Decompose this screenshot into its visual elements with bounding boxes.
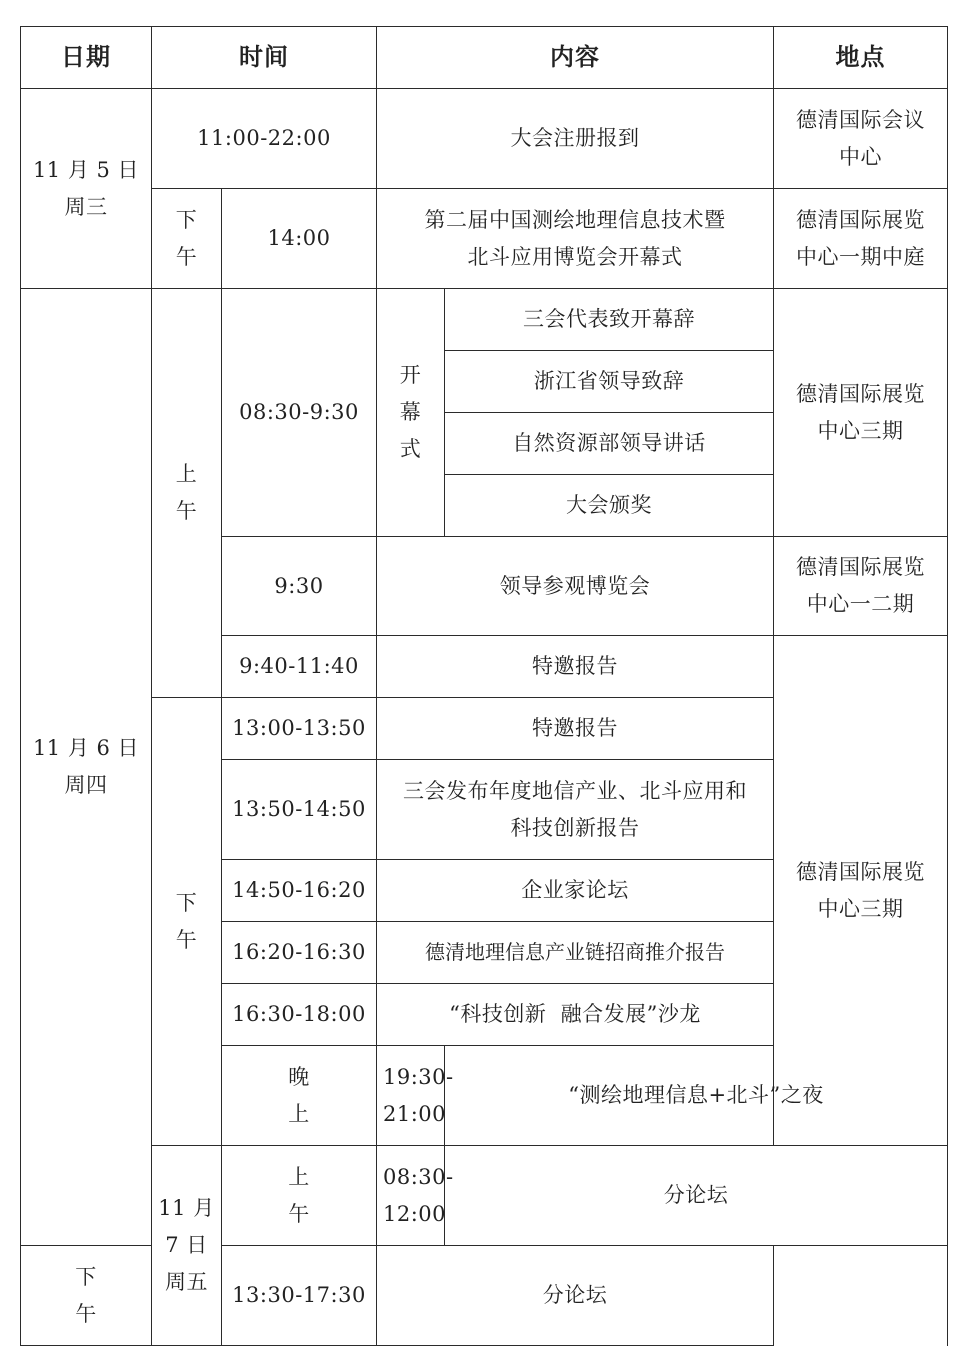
day3-morning-time: 08:30-12:00 [377, 1146, 445, 1246]
day1-registration-location [774, 89, 948, 189]
day1-weekday: 周三 [64, 194, 108, 219]
day1-registration-content: 大会注册报到 [377, 89, 774, 189]
session-content: “科技创新 融合发展”沙龙 [377, 984, 774, 1046]
schedule-sheet [20, 26, 947, 1342]
session-content [377, 760, 774, 860]
day2-opening-location [774, 289, 948, 537]
session-time: 16:20-16:30 [222, 922, 377, 984]
day2-evening-content: “测绘地理信息+北斗”之夜 [445, 1046, 948, 1146]
header-date: 日期 [21, 27, 152, 89]
day2-visit-location [774, 537, 948, 636]
location-text: 德清国际会议中心 [796, 107, 925, 169]
content-line: 科技创新报告 [510, 815, 640, 840]
opening-item: 自然资源部领导讲话 [445, 413, 774, 475]
day2-evening-cell [222, 1046, 377, 1146]
session-content: 企业家论坛 [377, 860, 774, 922]
day1-date: 11 月 5 日 [32, 157, 140, 182]
day2-visit-time: 9:30 [222, 537, 377, 636]
period-label: 下午 [175, 890, 198, 952]
day2-weekday: 周四 [64, 773, 108, 797]
day1-date-cell [21, 89, 152, 289]
day3-afternoon-time: 13:30-17:30 [222, 1246, 377, 1346]
table-row [21, 1146, 948, 1246]
header-row [21, 27, 948, 89]
day2-date-cell [21, 289, 152, 1246]
period-label: 下午 [75, 1264, 97, 1326]
header-time: 时间 [152, 27, 377, 89]
day3-weekday: 周五 [165, 1270, 208, 1294]
day2-afternoon-cell [152, 698, 222, 1146]
session-content: 德清地理信息产业链招商推介报告 [377, 922, 774, 984]
day1-opening-content [377, 189, 774, 289]
content-line: 三会发布年度地信产业、北斗应用和 [403, 778, 747, 803]
session-time: 14:50-16:20 [222, 860, 377, 922]
opening-label: 开幕式 [399, 363, 422, 461]
session-content: 特邀报告 [377, 636, 774, 698]
table-row [21, 89, 948, 189]
day1-opening-time: 14:00 [222, 189, 377, 289]
period-label: 下午 [175, 207, 198, 269]
day1-period-cell [152, 189, 222, 289]
header-content: 内容 [377, 27, 774, 89]
location-text: 德清国际展览中心三期 [796, 381, 925, 443]
table-row [21, 189, 948, 289]
table-row [21, 289, 948, 351]
day2-visit-content: 领导参观博览会 [377, 537, 774, 636]
day3-date: 11 月 7 日 [158, 1196, 215, 1257]
schedule-table [20, 26, 948, 1346]
session-time: 13:00-13:50 [222, 698, 377, 760]
header-location: 地点 [774, 27, 948, 89]
day2-evening-time: 19:30-21:00 [377, 1046, 445, 1146]
day1-opening-location [774, 189, 948, 289]
day1-registration-time: 11:00-22:00 [152, 89, 377, 189]
day3-date-cell [152, 1146, 222, 1346]
day3-morning-content: 分论坛 [445, 1146, 948, 1246]
day2-morning-cell [152, 289, 222, 698]
opening-item: 大会颁奖 [445, 475, 774, 537]
day3-afternoon-content: 分论坛 [377, 1246, 774, 1346]
location-text: 德清国际展览中心一期中庭 [796, 207, 925, 269]
day3-morning-cell [222, 1146, 377, 1246]
day2-opening-label-cell [377, 289, 445, 537]
location-text: 德清国际展览中心一二期 [796, 555, 925, 616]
period-label: 上午 [175, 462, 198, 523]
session-time: 13:50-14:50 [222, 760, 377, 860]
session-time: 16:30-18:00 [222, 984, 377, 1046]
opening-item: 三会代表致开幕辞 [445, 289, 774, 351]
session-content: 特邀报告 [377, 698, 774, 760]
location-text: 德清国际展览中心三期 [796, 859, 925, 921]
day2-opening-time: 08:30-9:30 [222, 289, 377, 537]
session-time: 9:40-11:40 [222, 636, 377, 698]
period-label: 晚上 [288, 1064, 310, 1126]
day2-date: 11 月 6 日 [32, 736, 140, 760]
content-line: 第二届中国测绘地理信息技术暨 [424, 207, 726, 232]
content-line: 北斗应用博览会开幕式 [467, 244, 683, 269]
day3-afternoon-cell [21, 1246, 152, 1346]
period-label: 上午 [288, 1164, 310, 1226]
opening-item: 浙江省领导致辞 [445, 351, 774, 413]
